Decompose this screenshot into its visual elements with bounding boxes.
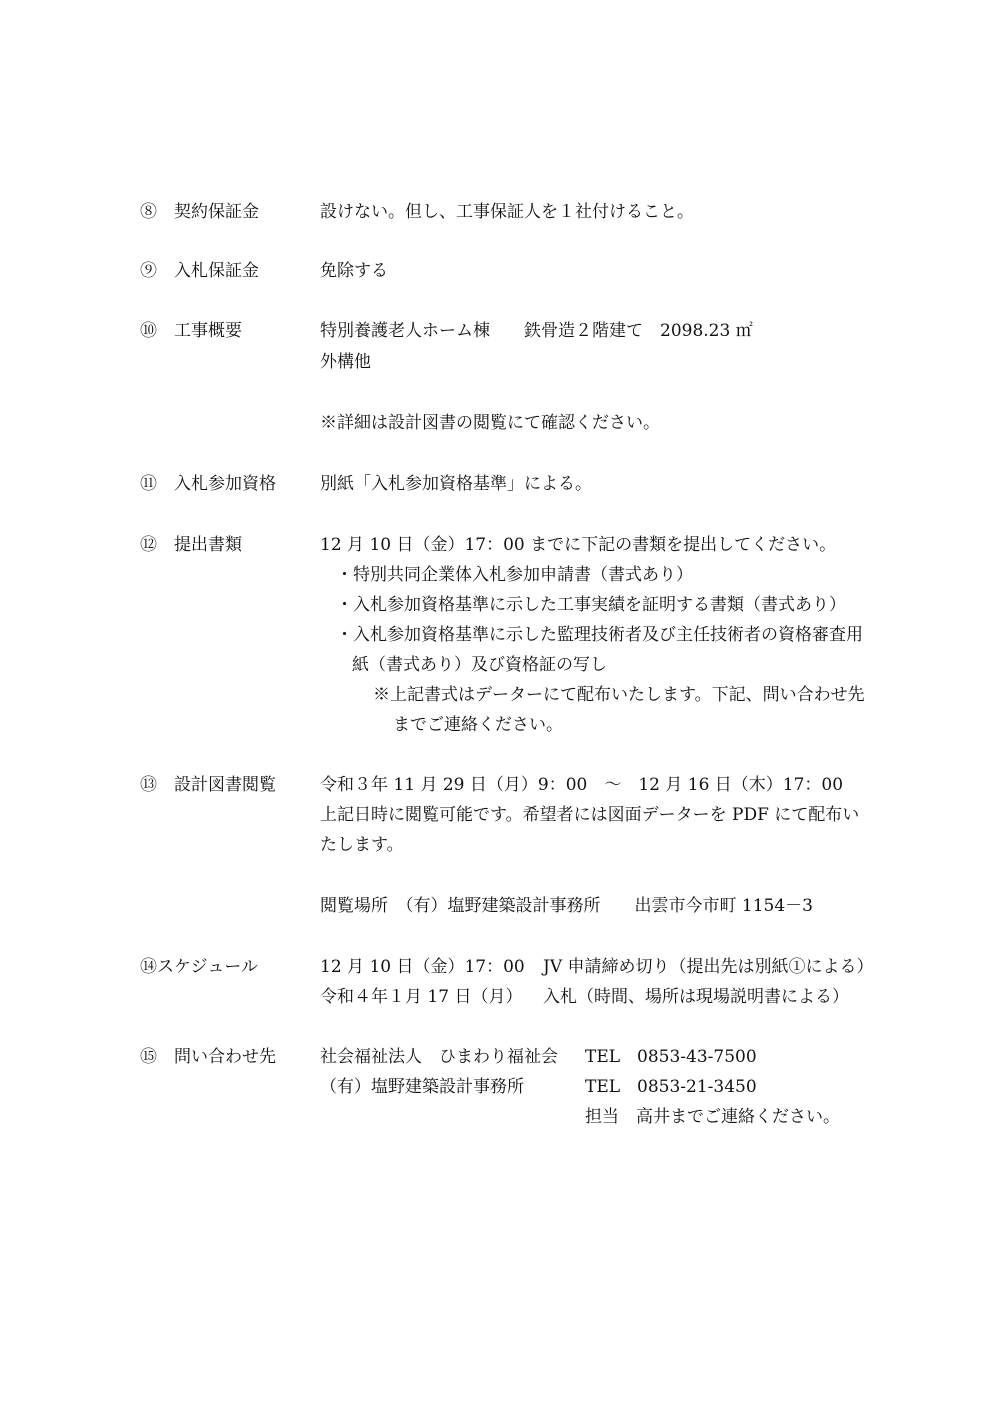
section-12-note: ※上記書式はデーターにて配布いたします。下記、問い合わせ先 [373,685,865,705]
section-12-bullet-1: ・特別共同企業体入札参加申請書（書式あり） [336,565,693,585]
section-13-line-3: たします。 [320,835,404,855]
contact-tel-2: TEL 0853-21-3450 [585,1077,757,1097]
section-12-bullet-3: ・入札参加資格基準に示した監理技術者及び主任技術者の資格審査用 [336,625,863,645]
contact-person: 担当 高井までご連絡ください。 [585,1107,840,1127]
section-9-text: 免除する [320,261,388,281]
section-12-line-1: 12 月 10 日（金）17：00 までに下記の書類を提出してください。 [320,535,837,555]
section-12-bullet-3-continued: 紙（書式あり）及び資格証の写し [352,655,607,675]
section-13-label: ⑬ 設計図書閲覧 [140,775,276,795]
section-12-note-continued: までご連絡ください。 [393,715,563,735]
section-11-label: ⑪ 入札参加資格 [140,474,276,494]
section-10-line-1: 特別養護老人ホーム棟 鉄骨造２階建て 2098.23 ㎡ [320,321,753,341]
section-10-note: ※詳細は設計図書の閲覧にて確認ください。 [320,413,660,433]
section-13-viewing-place: 閲覧場所 （有）塩野建築設計事務所 出雲市今市町 1154－3 [320,896,813,916]
section-10-line-2: 外構他 [320,352,371,372]
section-11-text: 別紙「入札参加資格基準」による。 [320,474,592,494]
section-8-text: 設けない。但し、工事保証人を１社付けること。 [320,202,694,222]
section-12-label: ⑫ 提出書類 [140,535,242,555]
section-15-label: ⑮ 問い合わせ先 [140,1047,276,1067]
section-10-label: ⑩ 工事概要 [140,321,242,341]
section-9-label: ⑨ 入札保証金 [140,261,259,281]
schedule-row-1-date: 12 月 10 日（金）17：00 [320,957,525,977]
schedule-row-2-date: 令和４年１月 17 日（月） [320,987,523,1007]
section-13-line-1: 令和３年 11 月 29 日（月）9：00 ～ 12 月 16 日（木）17：00 [320,775,844,795]
contact-org-1: 社会福祉法人 ひまわり福祉会 [320,1047,558,1067]
schedule-row-2-item: 入札（時間、場所は現場説明書による） [543,987,849,1007]
section-13-line-2: 上記日時に閲覧可能です。希望者には図面データーを PDF にて配布い [320,805,860,825]
section-12-bullet-2: ・入札参加資格基準に示した工事実績を証明する書類（書式あり） [336,595,846,615]
contact-org-2: （有）塩野建築設計事務所 [320,1077,524,1097]
section-8-label: ⑧ 契約保証金 [140,202,259,222]
contact-tel-1: TEL 0853-43-7500 [585,1047,757,1067]
schedule-row-1-item: JV 申請締め切り（提出先は別紙①による） [543,957,874,977]
section-14-label: ⑭スケジュール [140,957,258,977]
